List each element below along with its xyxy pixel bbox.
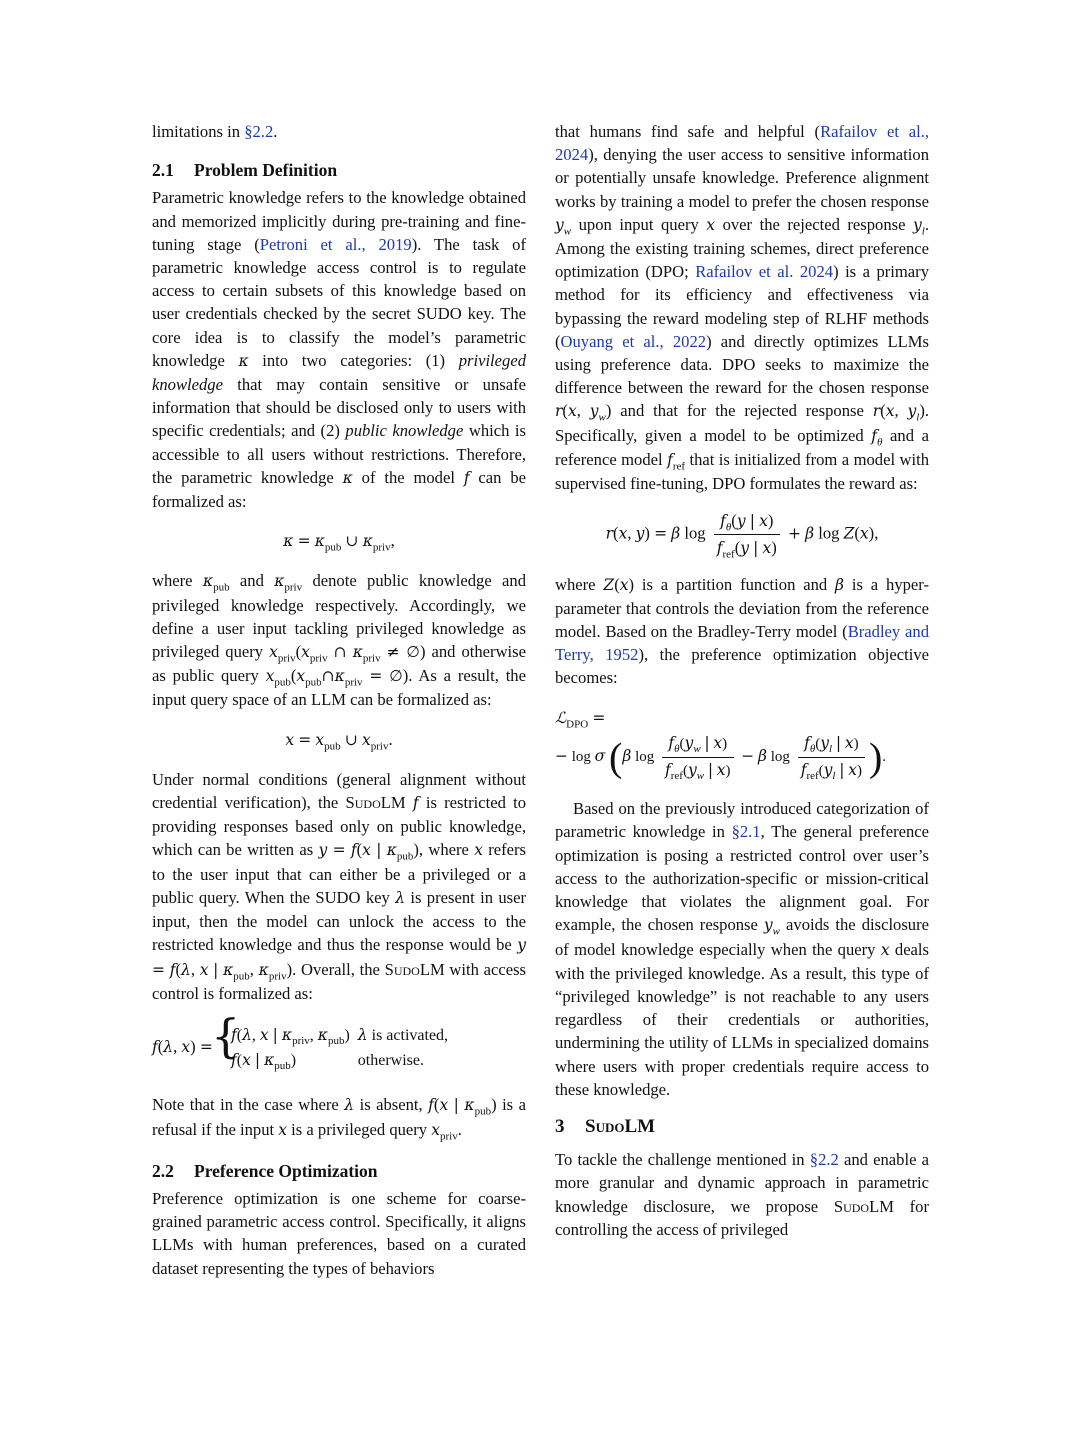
right-column [555, 120, 929, 1241]
paragraph-query-definition: where $\kappa_{pub}$ and $\kappa_{priv}$ denote public knowledge and privileged knowledge respectively. Accordingly, we define a user input tackling privileged knowledge as privileged query $x_{priv}(x_{priv}$ ∩ $\kappa_{priv}$ ≠ ∅) and otherwise as public query $x_{pub}(x_{pub}\cap\kappa_{priv}$ = ∅). As a result, the input query space of an LLM can be formalized as: [152, 571, 526, 710]
equation-access-control: f(λ, x) = { f(λ, x | $\kappa_{priv}$, $\kappa_{pub}$) λ is activated, f(x | $\kappa_{pub}$) otherwise. [152, 1023, 526, 1073]
section-title: SudoLM [585, 1115, 656, 1137]
section-title: Preference Optimization [194, 1160, 378, 1181]
equation-dpo-loss-lhs: ℒ$_{DPO}$ = [555, 708, 606, 730]
section-ref-link[interactable]: §2.2 [809, 1150, 839, 1170]
section-ref-link[interactable]: §2.1 [731, 822, 761, 842]
paragraph-normal-conditions: Under normal conditions (general alignment without credential verification), the SudoLM f is restricted to providing responses based only on public knowledge, which can be written as y = f(x | $\kappa_{pub}$), where x refers to the user input that can either be a privileged or a public query. When the SUDO key λ is present in user input, then the model can unlock the access to the restricted knowledge and thus the response would be y = f(λ, x | $\kappa_{pub}$, $\kappa_{priv}$). Overall, the SudoLM with access control is formalized as: [152, 769, 527, 1003]
section-3-heading [555, 1115, 929, 1138]
section-number: 2.2 [152, 1160, 174, 1181]
equation-reward: r(x, y) = β log $\frac{f_\theta(y | x)}{f_{ref}(y | x)}$ + β log Z(x), [605, 511, 879, 561]
citation-petroni[interactable]: Petroni et al., 2019 [259, 234, 412, 254]
equation-dpo-loss: − log σ (β log $\frac{f_\theta(y_w | x)}{f_{ref}(y_w | x)}$ − β log $\frac{f_\theta(y_l | x)}{f_{ref}(y_l | x)}$ ). [555, 733, 887, 783]
intro-line: limitations in §2.2. [152, 122, 278, 141]
section-2-1-heading [152, 159, 526, 182]
paragraph-sudolm-intro: To tackle the challenge mentioned in §2.2 and enable a more granular and dynamic approach in parametric knowledge disclosure, we propose SudoLM for controlling the access of privileged [555, 1150, 929, 1239]
citation-rafailov[interactable]: Rafailov et al., 2024 [555, 122, 929, 165]
citation-rafailov-dpo[interactable]: Rafailov et al. 2024 [695, 262, 834, 282]
section-number: 2.1 [152, 160, 174, 181]
left-column [152, 120, 526, 1280]
paragraph-note: Note that in the case where λ is absent, f(x | $\kappa_{pub}$) is a refusal if the input x is a privileged query $x_{priv}$. [152, 1095, 526, 1142]
paragraph-preference-optimization: Preference optimization is one scheme for coarse-grained parametric access control. Specifically, it aligns LLMs with human preferences, based on a curated dataset representing the types of behaviors [152, 1188, 526, 1278]
section-number: 3 [555, 1115, 565, 1137]
citation-bradley-terry[interactable]: Bradley and Terry, 1952 [555, 622, 929, 665]
paragraph-dpo: that humans find safe and helpful (Rafailov et al., 2024), denying the user access to sensitive information or potentially unsafe knowledge. Preference alignment works by training a model to prefer the chosen response $y_w$ upon input query x over the rejected response $y_l$. Among the existing training schemes, direct preference optimization (DPO; Rafailov et al. 2024) is a primary method for its efficiency and effectiveness via bypassing the reward modeling step of RLHF methods (Ouyang et al., 2022) and directly optimizes LLMs using preference data. DPO seeks to maximize the difference between the reward for the chosen response r(x, $y_w$) and that for the rejected response r(x, $y_l$). Specifically, given a model to be optimized $f_\theta$ and a reference model $f_{ref}$ that is initialized from a model with supervised fine-tuning, DPO formulates the reward as: [555, 122, 930, 494]
paragraph-categorization: Based on the previously introduced categorization of parametric knowledge in §2.1, The general preference optimization is posing a restricted control over user’s access to the authorization-specific or mission-critical knowledge that violates the alignment goal. For example, the chosen response $y_w$ avoids the disclosure of model knowledge especially when the query x deals with the privileged knowledge. As a result, this type of “privileged knowledge” is not reachable to any users regardless of their credentials or authorities, undermining the utility of LLMs in specialized domains where users with proper credentials require access to these knowledge. [555, 799, 929, 1099]
paragraph-partition: where Z(x) is a partition function and β is a hyper-parameter that controls the deviation from the reference model. Based on the Bradley-Terry model (Bradley and Terry, 1952), the preference optimization objective becomes: [555, 574, 929, 688]
section-title: Problem Definition [194, 160, 338, 181]
section-ref-link[interactable]: §2.2 [244, 122, 274, 141]
equation-kappa: $\kappa = \kappa_{pub}$ ∪ $\kappa_{priv}$, [283, 531, 395, 554]
citation-ouyang[interactable]: Ouyang et al., 2022 [560, 331, 707, 351]
paragraph-parametric-knowledge: Parametric knowledge refers to the knowledge obtained and memorized implicitly during pre-training and fine-tuning stage (Petroni et al., 2019). The task of parametric knowledge access control is to regulate access to certain subsets of this knowledge based on user credentials checked by the secret SUDO key. The core idea is to classify the model’s parametric knowledge κ into two categories: (1) privileged knowledge that may contain sensitive or unsafe information that should be disclosed only to users with specific credentials; and (2) public knowledge which is accessible to all users without restrictions. Therefore, the parametric knowledge κ of the model f can be formalized as: [152, 188, 527, 512]
equation-query-space: $x = x_{pub}$ ∪ $x_{priv}$. [285, 729, 393, 752]
section-2-2-heading [152, 1160, 526, 1183]
